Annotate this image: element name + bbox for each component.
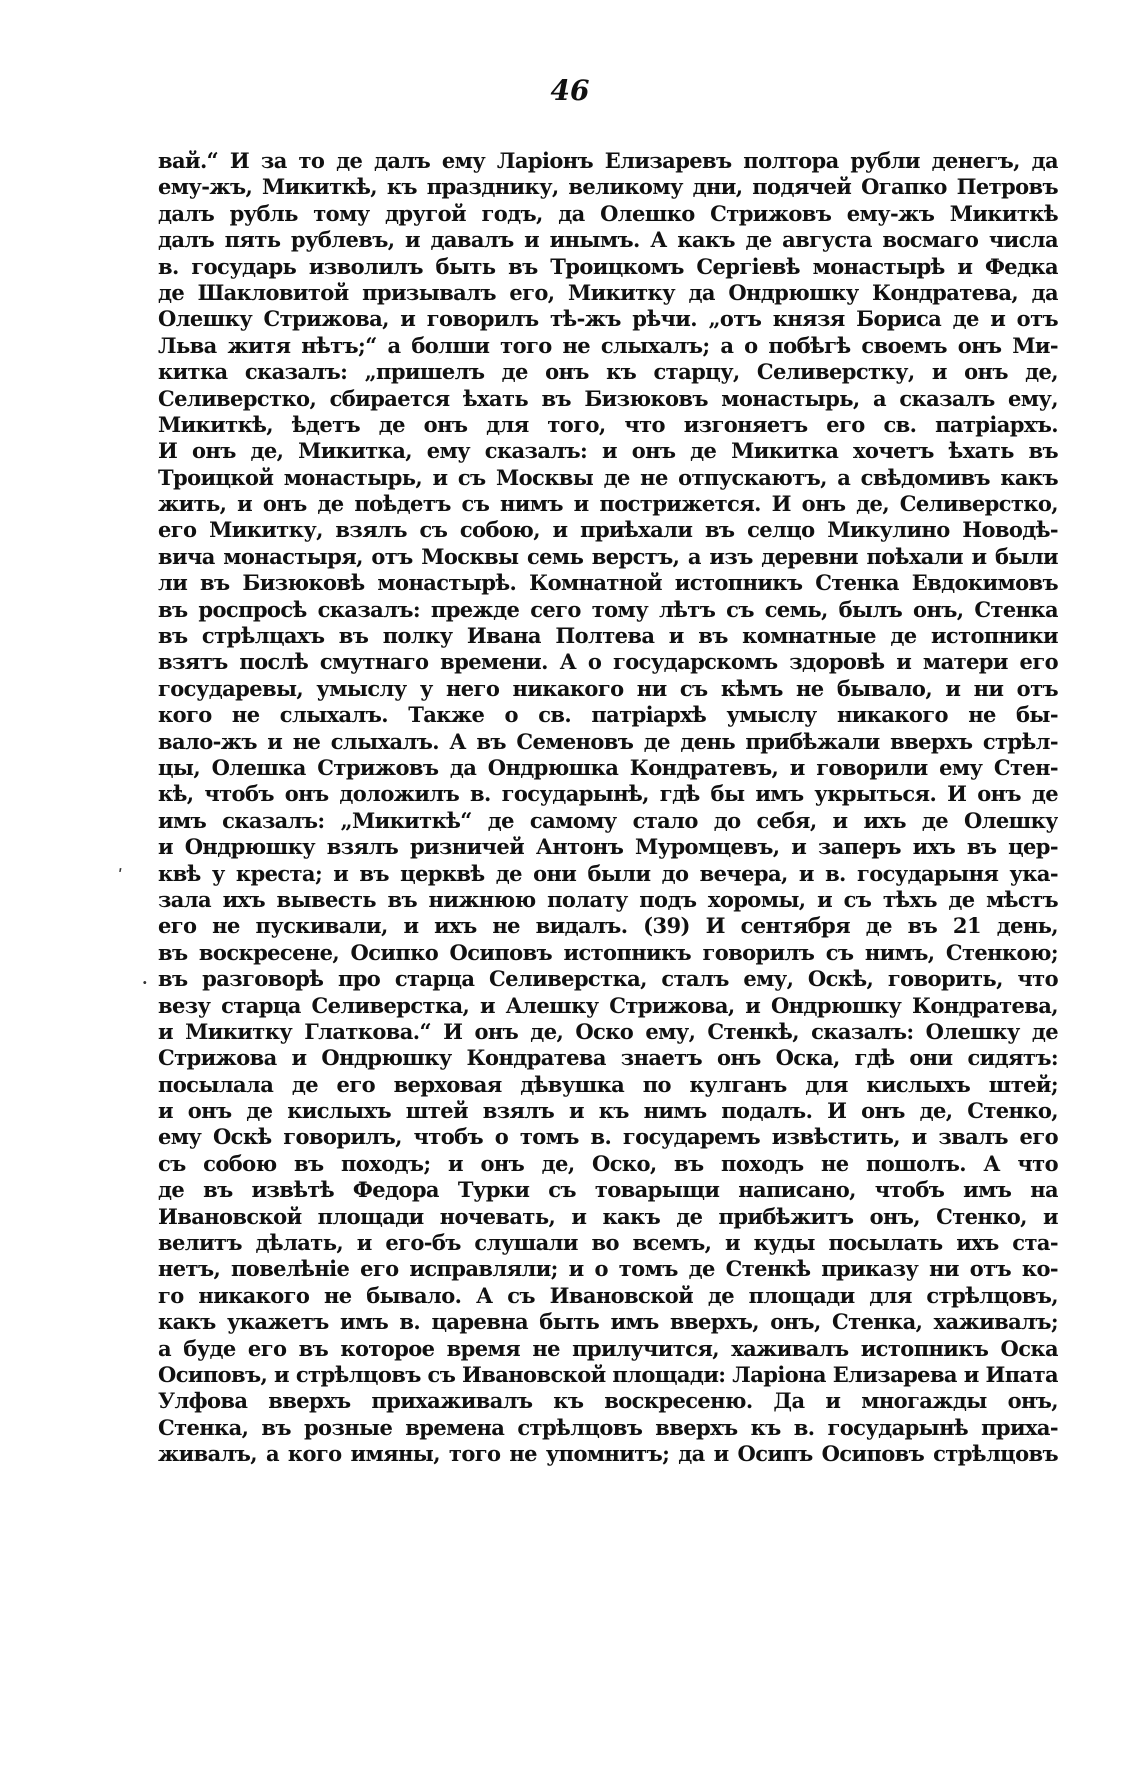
text-line: его не пускивали, и ихъ не видалъ. (39) И сентября де въ 21 день, [158, 913, 1058, 939]
text-line: и онъ де кислыхъ штей взялъ и къ нимъ подалъ. И онъ де, Стенко, [158, 1098, 1058, 1124]
text-line: квѣ у креста; и въ церквѣ де они были до вечера, и в. государыня ука- [158, 860, 1058, 886]
text-line: цы, Олешка Стрижовъ да Ондрюшка Кондратевъ, и говорили ему Стен- [158, 754, 1058, 780]
text-line: зала ихъ вывесть въ нижнюю полату подъ хоромы, и съ тѣхъ де мѣстъ [158, 886, 1058, 912]
text-line: въ роспросѣ сказалъ: прежде сего тому лѣтъ съ семь, былъ онъ, Стенка [158, 596, 1058, 622]
text-line: И онъ де, Микитка, ему сказалъ: и онъ де Микитка хочетъ ѣхать въ [158, 438, 1058, 464]
text-line: Селиверстко, сбирается ѣхать въ Бизюковъ монастырь, а сказалъ ему, [158, 385, 1058, 411]
text-line: вай.“ И за то де далъ ему Ларіонъ Елизаревъ полтора рубли денегъ, да [158, 148, 1058, 173]
text-line: далъ пять рублевъ, и давалъ и инымъ. А какъ де августа восмаго числа [158, 227, 1058, 253]
text-line: Олешку Стрижова, и говорилъ тѣ-жъ рѣчи. „отъ князя Бориса де и отъ [158, 306, 1058, 332]
text-line: его Микитку, взялъ съ собою, и приѣхали въ селцо Микулино Новодѣ- [158, 517, 1058, 543]
text-line: живалъ, а кого имяны, того не упомнитъ; да и Осипъ Осиповъ стрѣлцовъ [158, 1441, 1058, 1467]
text-line: кого не слыхалъ. Также о св. патріархѣ умыслу никакого не бы- [158, 702, 1058, 728]
text-line: нетъ, повелѣніе его исправляли; и о томъ де Стенкѣ приказу ни отъ ко- [158, 1256, 1058, 1282]
text-line: Стрижова и Ондрюшку Кондратева знаетъ онъ Оска, гдѣ они сидятъ: [158, 1045, 1058, 1071]
text-line: Стенка, въ розные времена стрѣлцовъ вверхъ къ в. государынѣ прихa- [158, 1414, 1058, 1440]
text-line: имъ сказалъ: „Микиткѣ“ де самому стало до себя, и ихъ де Олешку [158, 807, 1058, 833]
text-line: государевы, умыслу у него никакого ни съ кѣмъ не бывало, и ни отъ [158, 675, 1058, 701]
text-line: а буде его въ которое время не прилучится, хаживалъ истопникъ Оска [158, 1335, 1058, 1361]
text-line: Троицкой монастырь, и съ Москвы де не отпускаютъ, а свѣдомивъ какъ [158, 464, 1058, 490]
text-line: посылала де его верховая дѣвушка по кулганъ для кислыхъ штей; [158, 1071, 1058, 1097]
text-line: въ стрѣлцахъ въ полку Ивана Полтева и въ комнатные де истопники [158, 623, 1058, 649]
text-line: кѣ, чтобъ онъ доложилъ в. государынѣ, гдѣ бы имъ укрыться. И онъ де [158, 781, 1058, 807]
text-line: Льва житя нѣтъ;“ а болши того не слыхалъ; а о побѣгѣ своемъ онъ Ми- [158, 332, 1058, 358]
text-line: ему-жъ, Микиткѣ, къ празднику, великому дни, подячей Огапко Петровъ [158, 174, 1058, 200]
text-line: китка сказалъ: „пришелъ де онъ къ старцу, Селиверстку, и онъ де, [158, 359, 1058, 385]
text-line: де въ извѣтѣ Федора Турки съ товарыщи написано, чтобъ имъ на [158, 1177, 1058, 1203]
text-line: въ воскресене, Осипко Осиповъ истопникъ говорилъ съ нимъ, Стенкою; [158, 939, 1058, 965]
text-line: в. государь изволилъ быть въ Троицкомъ Сергіевѣ монастырѣ и Федка [158, 253, 1058, 279]
text-line: Осиповъ, и стрѣлцовъ съ Ивановской площади: Ларіона Елизарева и Ипата [158, 1361, 1058, 1387]
text-line: везу старца Селиверстка, и Алешку Стрижова, и Ондрюшку Кондратева, [158, 992, 1058, 1018]
text-line: велитъ дѣлать, и его-бъ слушали во всемъ, и куды посылать ихъ ста- [158, 1230, 1058, 1256]
margin-mark-tick: ʹ [118, 866, 123, 885]
margin-mark-dot: · [142, 973, 148, 992]
text-line: го никакого не бывало. А съ Ивановской де площади для стрѣлцовъ, [158, 1282, 1058, 1308]
text-line: ему Оскѣ говорилъ, чтобъ о томъ в. государемъ извѣстить, и звалъ его [158, 1124, 1058, 1150]
text-line: Ивановской площади ночевать, и какъ де прибѣжитъ онъ, Стенко, и [158, 1203, 1058, 1229]
text-line: въ разговорѣ про старца Селиверстка, сталъ ему, Оскѣ, говорить, что [158, 966, 1058, 992]
text-line: Микиткѣ, ѣдетъ де онъ для того, что изгоняетъ его св. патріархъ. [158, 411, 1058, 437]
text-line: ли въ Бизюковѣ монастырѣ. Комнатной истопникъ Стенка Евдокимовъ [158, 570, 1058, 596]
text-line: взятъ послѣ смутнаго времени. А о государскомъ здоровѣ и матери его [158, 649, 1058, 675]
text-line: вало-жъ и не слыхалъ. А въ Семеновъ де день прибѣжали вверхъ стрѣл- [158, 728, 1058, 754]
text-line: Улфова вверхъ прихаживалъ къ воскресеню. Да и многажды онъ, [158, 1388, 1058, 1414]
text-line: съ собою въ походъ; и онъ де, Оско, въ походъ не пошолъ. А что [158, 1150, 1058, 1176]
body-text [158, 148, 1058, 1468]
text-line: далъ рубль тому другой годъ, да Олешко Стрижовъ ему-жъ Микиткѣ [158, 200, 1058, 226]
text-line: жить, и онъ де поѣдетъ съ нимъ и пострижется. И онъ де, Селиверстко, [158, 491, 1058, 517]
text-line: вича монастыря, отъ Москвы семь верстъ, а изъ деревни поѣхали и были [158, 543, 1058, 569]
text-line: какъ укажетъ имъ в. царевна быть имъ вверхъ, онъ, Стенка, хаживалъ; [158, 1309, 1058, 1335]
text-line: и Ондрюшку взялъ ризничей Антонъ Муромцевъ, и заперъ ихъ въ цер- [158, 834, 1058, 860]
text-line: и Микитку Глаткова.“ И онъ де, Оско ему, Стенкѣ, сказалъ: Олешку де [158, 1018, 1058, 1044]
text-line: де Шакловитой призывалъ его, Микитку да Ондрюшку Кондратева, да [158, 279, 1058, 305]
page-number: 46 [550, 74, 590, 107]
